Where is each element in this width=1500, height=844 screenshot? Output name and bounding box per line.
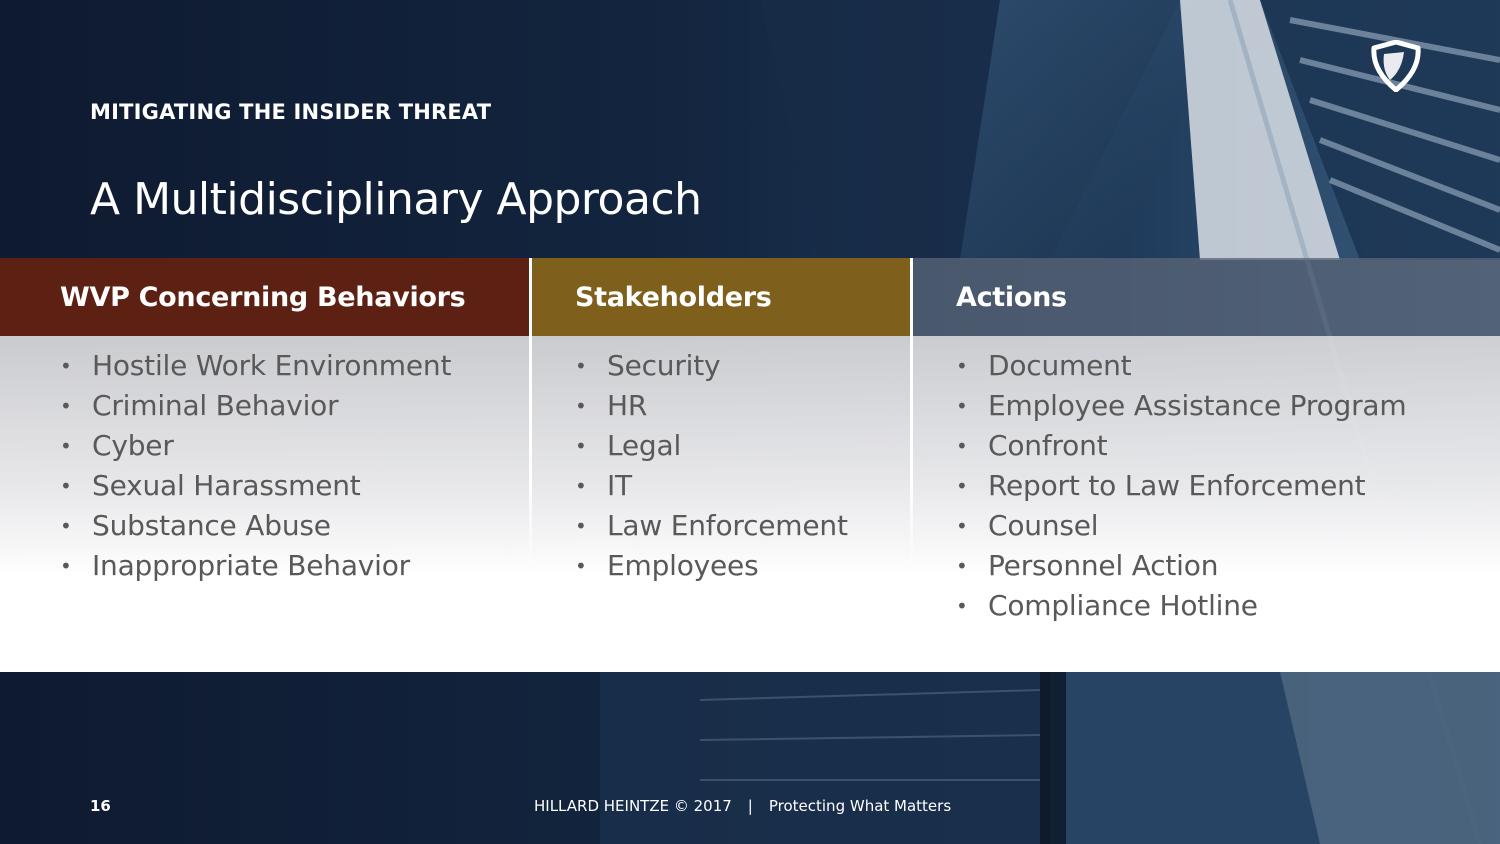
column-header-behaviors [0, 258, 529, 336]
column-divider [910, 258, 913, 582]
list-item: • Sexual Harassment [60, 468, 451, 508]
stakeholders-list [575, 348, 848, 588]
list-item: • Criminal Behavior [60, 388, 451, 428]
slide-eyebrow: MITIGATING THE INSIDER THREAT [90, 100, 492, 124]
list-item: • Personnel Action [956, 548, 1406, 588]
list-item: • Hostile Work Environment [60, 348, 451, 388]
behaviors-list [60, 348, 451, 588]
list-item: • Compliance Hotline [956, 588, 1406, 628]
shield-logo-icon [1366, 40, 1426, 92]
footer-company: HILLARD HEINTZE © 2017 [534, 797, 732, 815]
list-item: • Legal [575, 428, 848, 468]
list-item: • Confront [956, 428, 1406, 468]
list-item: • Security [575, 348, 848, 388]
actions-list [956, 348, 1406, 628]
column-header-label: WVP Concerning Behaviors [60, 281, 466, 313]
list-item: • Cyber [60, 428, 451, 468]
column-header-label: Stakeholders [575, 281, 772, 313]
list-item: • Inappropriate Behavior [60, 548, 451, 588]
page-number: 16 [90, 797, 111, 815]
list-item: • IT [575, 468, 848, 508]
list-item: • Counsel [956, 508, 1406, 548]
list-item: • Report to Law Enforcement [956, 468, 1406, 508]
list-item: • HR [575, 388, 848, 428]
column-header-label: Actions [956, 281, 1067, 313]
list-item: • Employees [575, 548, 848, 588]
column-divider [529, 258, 532, 582]
footer-tagline: Protecting What Matters [768, 797, 952, 815]
footer [534, 797, 951, 815]
list-item: • Document [956, 348, 1406, 388]
list-item: • Substance Abuse [60, 508, 451, 548]
list-item: • Law Enforcement [575, 508, 848, 548]
column-header-actions [913, 258, 1500, 336]
slide-title: A Multidisciplinary Approach [90, 174, 702, 225]
footer-separator: | [747, 797, 753, 815]
list-item: • Employee Assistance Program [956, 388, 1406, 428]
column-header-stakeholders [532, 258, 910, 336]
